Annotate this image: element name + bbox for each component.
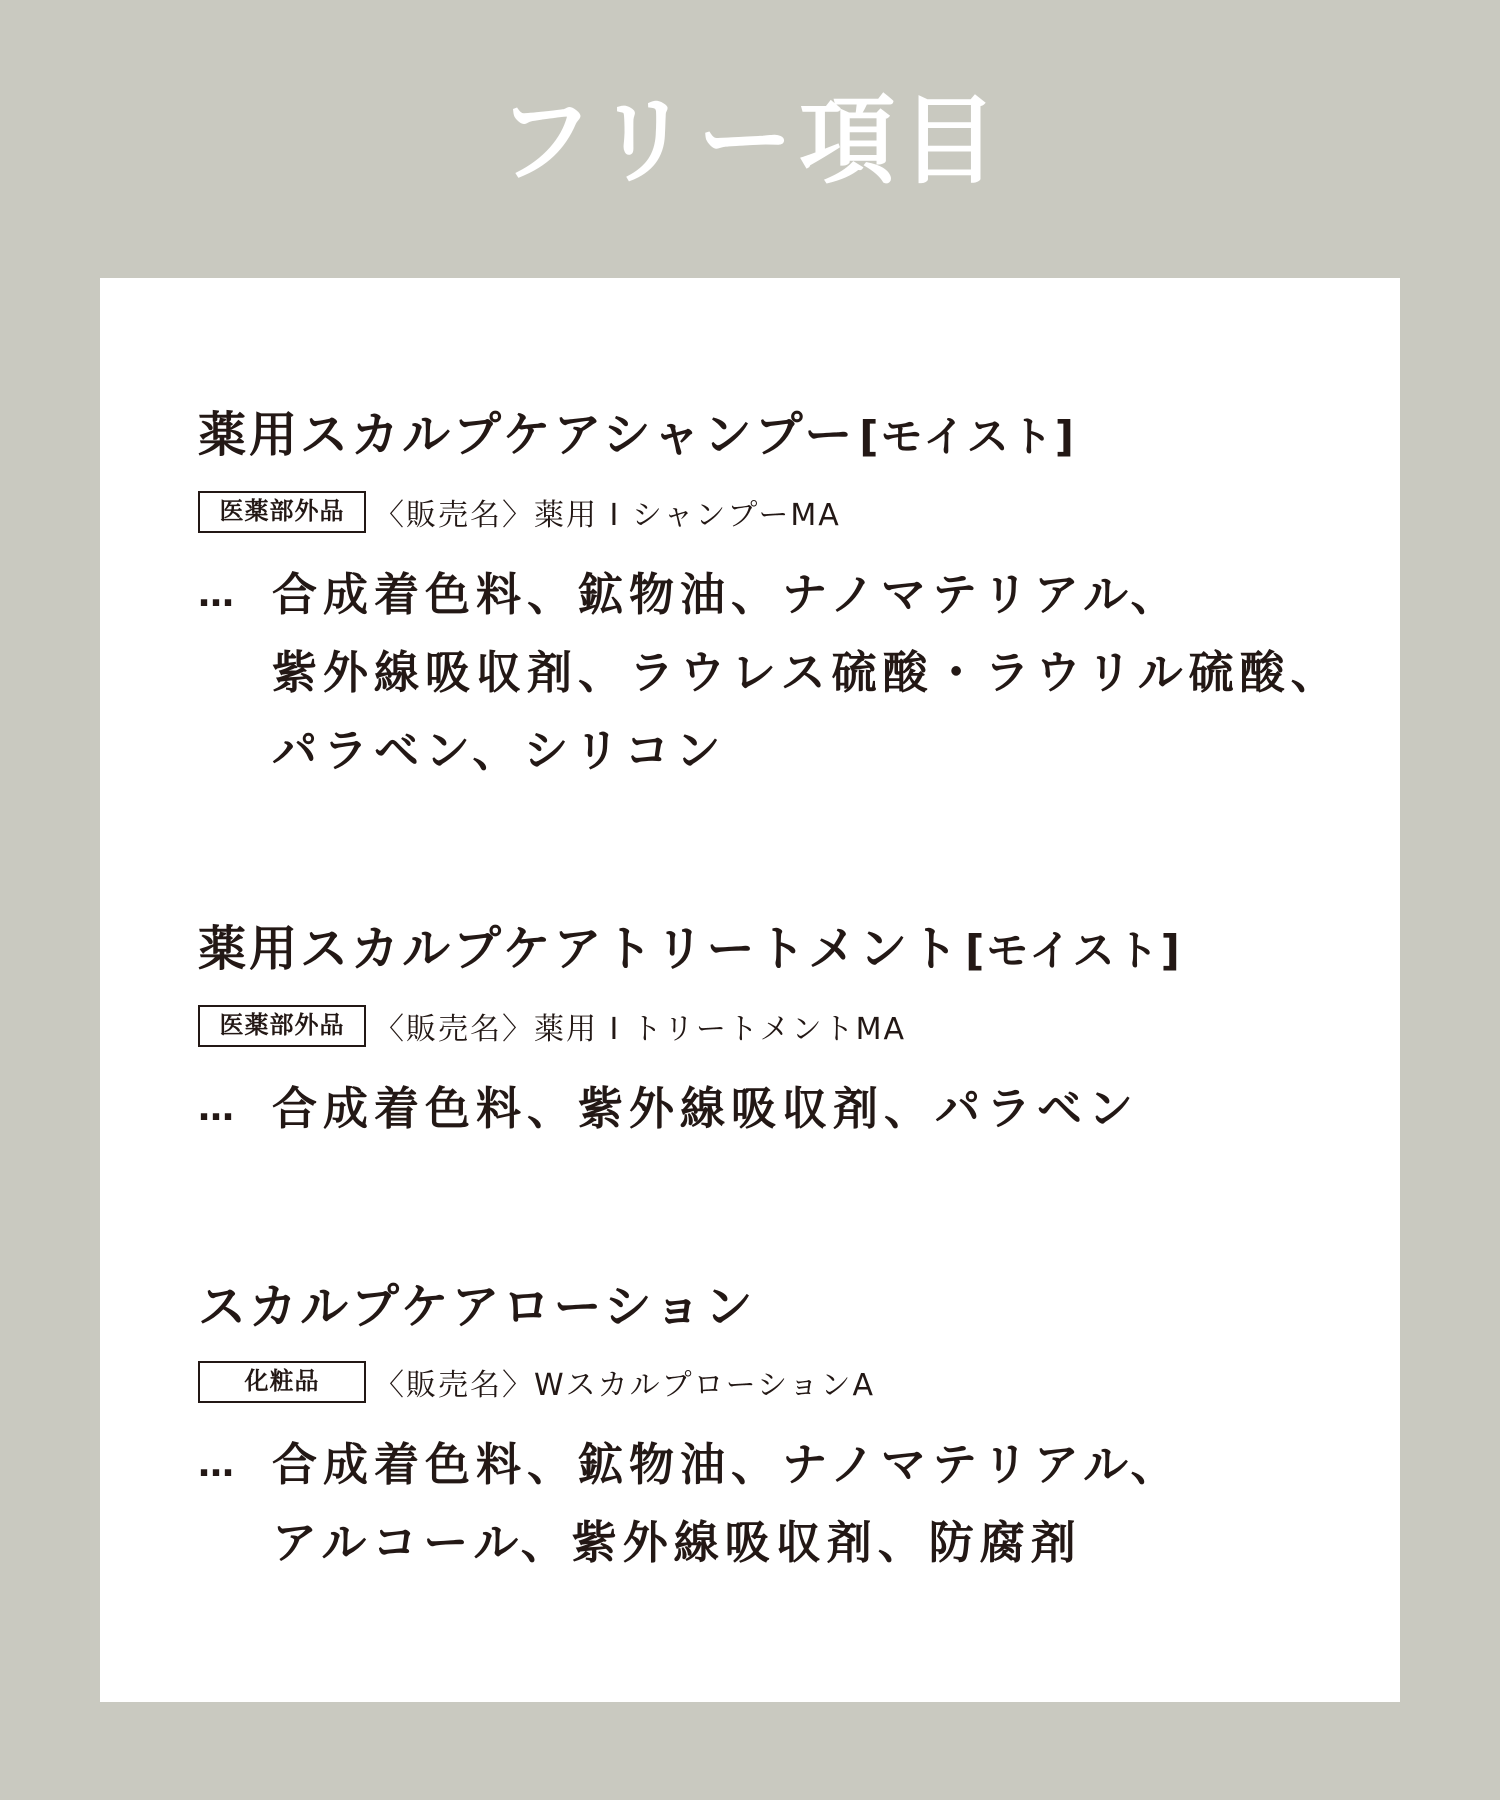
product-name-row <box>198 405 1328 467</box>
free-items <box>198 1426 1328 1582</box>
free-item-line: 合成着色料、紫外線吸収剤、パラベン <box>272 1082 1140 1135</box>
product-shampoo <box>198 405 1342 790</box>
product-name-row <box>198 919 1328 981</box>
content-card <box>100 278 1400 1702</box>
free-items-list <box>272 556 1342 790</box>
free-item-line: 紫外線吸収剤、ラウレス硫酸・ラウリル硫酸、 <box>272 646 1342 699</box>
product-meta <box>198 1360 1328 1404</box>
free-items-list <box>272 1070 1328 1148</box>
product-treatment <box>198 919 1328 1148</box>
product-meta <box>198 1004 1328 1048</box>
ellipsis-marker: … <box>198 1088 236 1129</box>
product-variant: [モイスト] <box>859 412 1076 461</box>
product-lotion <box>198 1277 1328 1582</box>
free-items <box>198 1070 1328 1148</box>
product-name-row <box>198 1277 1328 1337</box>
category-badge: 化粧品 <box>198 1361 366 1403</box>
sales-name: 〈販売名〉薬用 I トリートメントMA <box>374 1012 907 1047</box>
product-name: 薬用スカルプケアトリートメント <box>198 921 962 977</box>
ellipsis-marker: … <box>198 574 236 615</box>
free-item-line: 合成着色料、鉱物油、ナノマテリアル、 <box>272 1438 1182 1491</box>
free-item-line: アルコール、紫外線吸収剤、防腐剤 <box>272 1516 1082 1569</box>
product-meta <box>198 490 1328 534</box>
sales-name: 〈販売名〉WスカルプローションA <box>374 1368 875 1403</box>
ellipsis-marker: … <box>198 1444 236 1485</box>
free-item-line: パラベン、シリコン <box>272 724 727 777</box>
free-items <box>198 556 1342 790</box>
product-name: 薬用スカルプケアシャンプー <box>198 407 856 463</box>
product-variant: [モイスト] <box>965 926 1182 975</box>
free-item-line: 合成着色料、鉱物油、ナノマテリアル、 <box>272 568 1182 621</box>
category-badge: 医薬部外品 <box>198 491 366 533</box>
category-badge: 医薬部外品 <box>198 1005 366 1047</box>
product-name: スカルプケアローション <box>198 1279 756 1335</box>
page-title: フリー項目 <box>496 85 1004 197</box>
sales-name: 〈販売名〉薬用 I シャンプーMA <box>374 498 841 533</box>
free-items-list <box>272 1426 1328 1582</box>
